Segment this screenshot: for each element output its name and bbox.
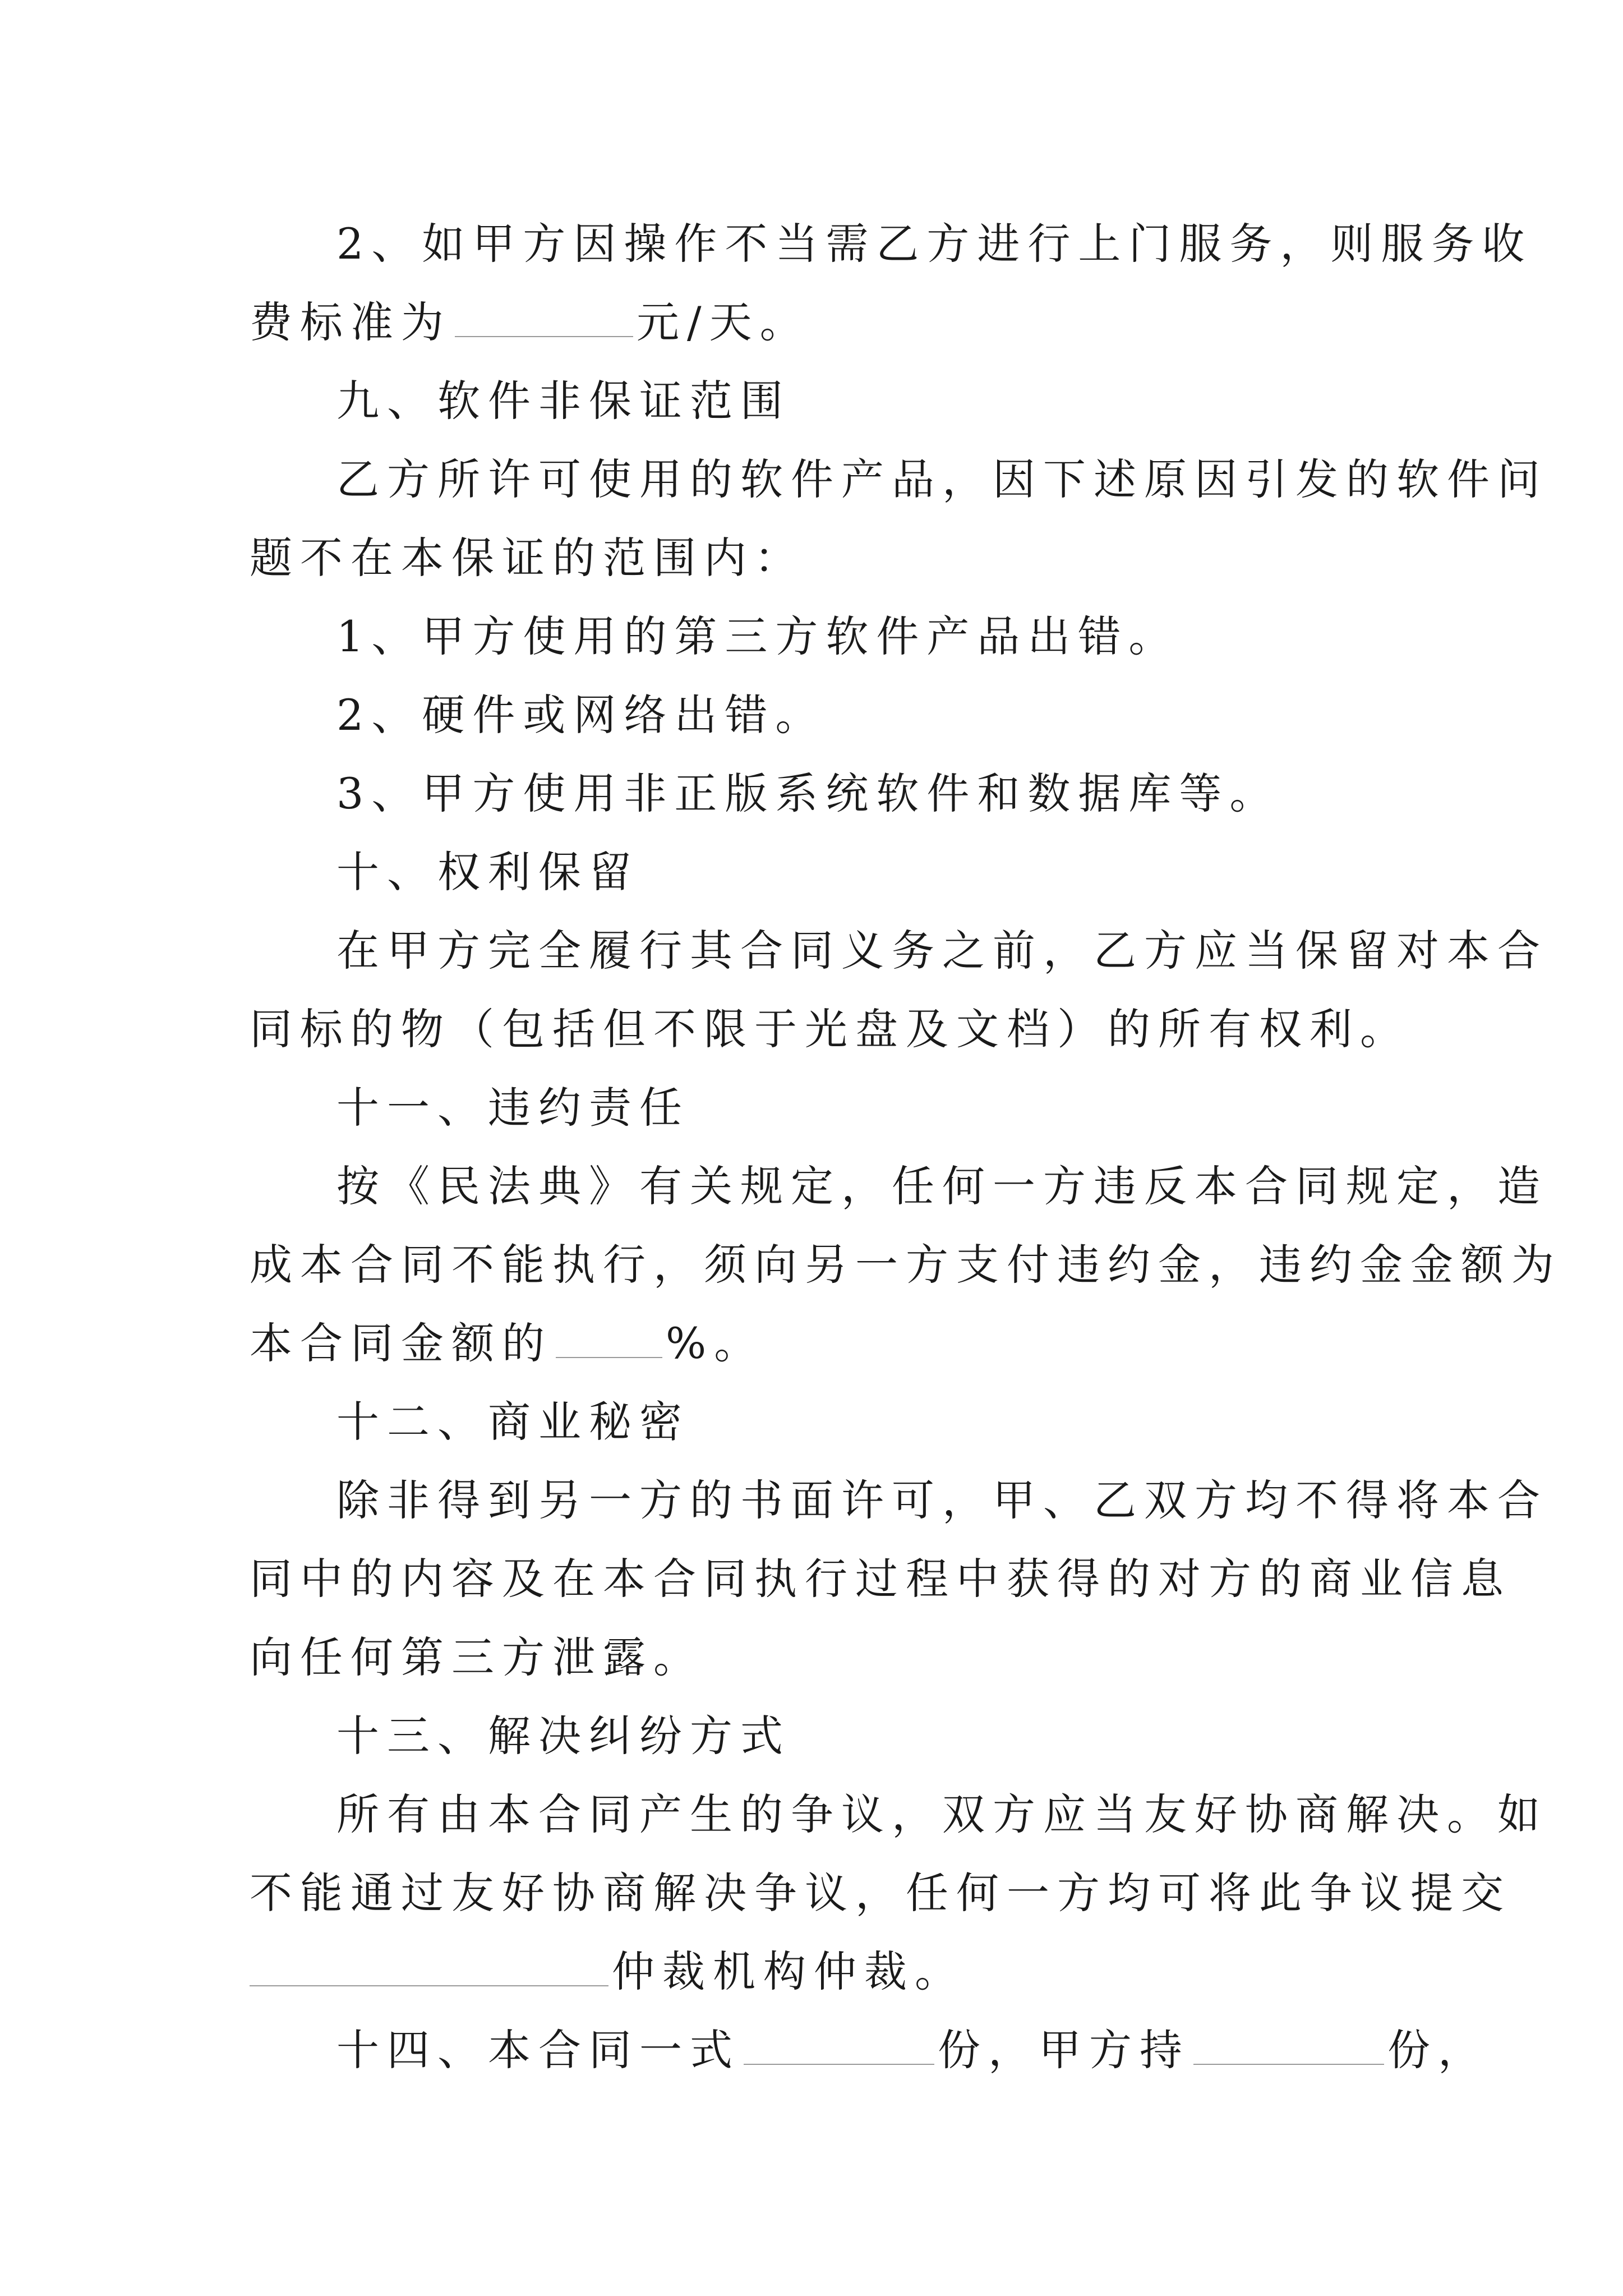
section-heading bbox=[336, 1394, 690, 1450]
heading-text: 十、权利保留 bbox=[336, 847, 639, 897]
text: 2、如甲方因操作不当需乙方进行上门服务，则服务收 bbox=[336, 219, 1533, 269]
section-heading bbox=[336, 844, 639, 900]
text: 乙方所许可使用的软件产品，因下述原因引发的软件问 bbox=[336, 454, 1548, 504]
paragraph-line bbox=[336, 1158, 1548, 1214]
paragraph-line bbox=[336, 2022, 1488, 2078]
paragraph-line bbox=[250, 295, 810, 351]
text: 所有由本合同产生的争议，双方应当友好协商解决。如 bbox=[336, 1789, 1548, 1839]
text: 向任何第三方泄露。 bbox=[250, 1632, 704, 1682]
text: 成本合同不能执行，须向另一方支付违约金，违约金金额为 bbox=[250, 1240, 1562, 1290]
text: %。 bbox=[666, 1318, 765, 1368]
fill-blank[interactable] bbox=[1193, 2022, 1384, 2065]
paragraph-line bbox=[250, 1315, 764, 1372]
paragraph-line bbox=[336, 452, 1548, 508]
heading-text: 十一、违约责任 bbox=[336, 1083, 690, 1133]
paragraph-line bbox=[250, 1630, 704, 1686]
text: 在甲方完全履行其合同义务之前，乙方应当保留对本合 bbox=[336, 926, 1548, 976]
text: 本合同金额的 bbox=[250, 1318, 552, 1368]
fill-blank[interactable] bbox=[744, 2022, 934, 2065]
text: 费标准为 bbox=[250, 297, 451, 347]
paragraph-line bbox=[336, 1473, 1548, 1529]
text: 按《民法典》有关规定，任何一方违反本合同规定，造 bbox=[336, 1161, 1548, 1211]
text: 1、甲方使用的第三方软件产品出错。 bbox=[336, 611, 1179, 661]
list-item bbox=[336, 609, 1179, 665]
section-heading bbox=[336, 1080, 690, 1136]
text: 元/天。 bbox=[637, 297, 810, 347]
text: 3、甲方使用非正版系统软件和数据库等。 bbox=[336, 769, 1280, 818]
text: 份，甲方持 bbox=[938, 2025, 1190, 2075]
text: 同中的内容及在本合同执行过程中获得的对方的商业信息 bbox=[250, 1554, 1511, 1604]
text: 份， bbox=[1387, 2025, 1488, 2075]
text: 题不在本保证的范围内： bbox=[250, 533, 805, 583]
section-heading bbox=[336, 373, 791, 429]
section-heading bbox=[336, 1708, 791, 1764]
heading-text: 十三、解决纠纷方式 bbox=[336, 1711, 791, 1761]
heading-text: 九、软件非保证范围 bbox=[336, 376, 791, 426]
paragraph-line bbox=[336, 923, 1548, 979]
paragraph-line bbox=[250, 1865, 1511, 1921]
list-item bbox=[336, 687, 826, 743]
fill-blank[interactable] bbox=[250, 1944, 608, 1986]
text: 同标的物（包括但不限于光盘及文档）的所有权利。 bbox=[250, 1004, 1410, 1054]
text: 2、硬件或网络出错。 bbox=[336, 690, 826, 740]
heading-text: 十二、商业秘密 bbox=[336, 1397, 690, 1447]
paragraph-line bbox=[336, 216, 1532, 272]
paragraph-line bbox=[250, 1944, 965, 2000]
text: 不能通过友好协商解决争议，任何一方均可将此争议提交 bbox=[250, 1868, 1511, 1918]
fill-blank[interactable] bbox=[556, 1315, 662, 1358]
paragraph-line bbox=[250, 1551, 1511, 1607]
list-item bbox=[336, 766, 1280, 822]
fill-blank[interactable] bbox=[455, 295, 633, 337]
text: 仲裁机构仲裁。 bbox=[612, 1947, 965, 1996]
text: 十四、本合同一式 bbox=[336, 2025, 740, 2075]
text: 除非得到另一方的书面许可，甲、乙双方均不得将本合 bbox=[336, 1475, 1548, 1525]
paragraph-line bbox=[250, 530, 805, 586]
paragraph-line bbox=[250, 1237, 1562, 1293]
paragraph-line bbox=[250, 1001, 1410, 1057]
paragraph-line bbox=[336, 1787, 1548, 1843]
